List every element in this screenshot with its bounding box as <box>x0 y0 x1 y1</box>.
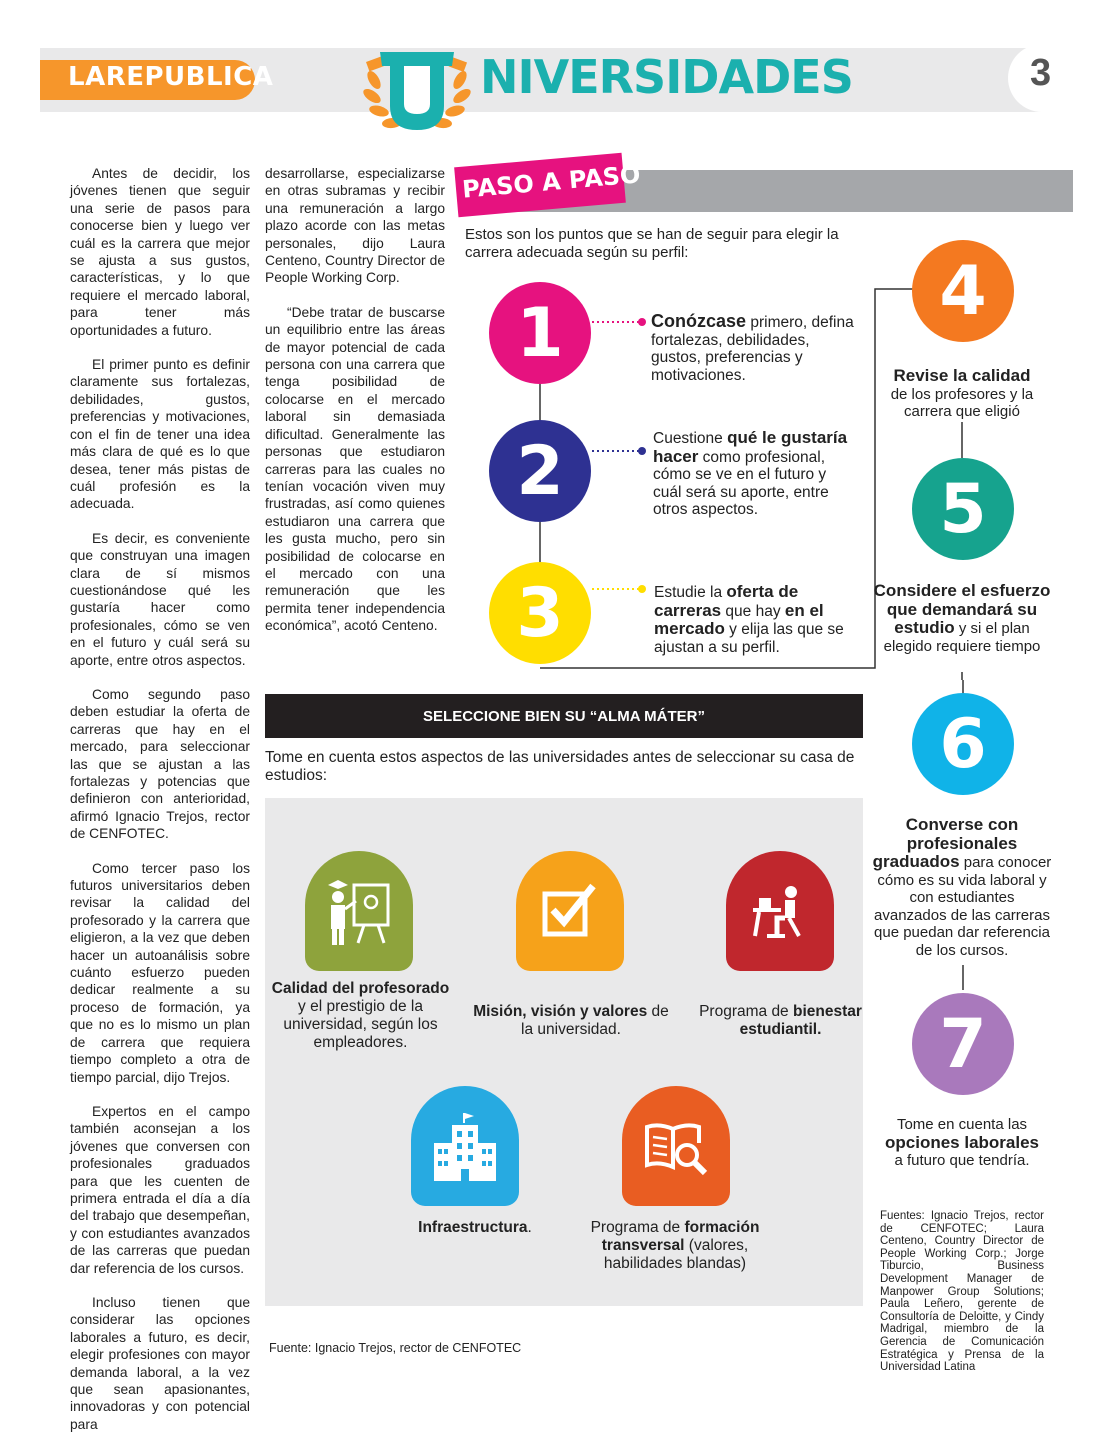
step-3-text: Estudie la oferta de carreras que hay en el mercado y elija las que se ajustan a su perfil. <box>654 582 844 656</box>
step-5-circle: 5 <box>912 458 1014 560</box>
step-6-text: Converse con profesionales graduados para conocer cómo es su vida laboral y con estudiantes avanzados de las carreras que puedan dar referencia de los cursos. <box>872 815 1052 959</box>
alma-item-5-label: Programa de formación transversal (valores, habilidades blandas) <box>590 1219 760 1272</box>
laurel-u-emblem <box>352 40 482 140</box>
paso-title: PASO A PASO <box>461 160 642 204</box>
paragraph: Expertos en el campo también aconsejan a los jóvenes que conversen con profesionales graduados para que les cuenten de primera entrada el día a día del trabajo que desempeñan, y con estudiantes avanzados de las carreras que puedan dar referencia de los cursos. <box>70 1103 250 1276</box>
step-5-text: Considere el esfuerzo que demandará su estudio y si el plan elegido requiere tiempo <box>873 581 1051 655</box>
book-search-icon <box>622 1086 730 1206</box>
alma-item-2-label: Misión, visión y valores de la universidad. <box>473 1003 669 1038</box>
paragraph: Como tercer paso los futuros universitarios deben revisar la calidad del profesorado y la carrera que eligieron, a la vez que deben hacer un autoanálisis sobre cuánto esfuerzo pueden dedicar realmente a su proceso de formación, ya que no es lo mismo un plan de carrera que requiera tiempo completo a otra de tiempo parcial, dijo Trejos. <box>70 860 250 1085</box>
paragraph: Antes de decidir, los jóvenes tienen que seguir una serie de pasos para conocerse bien y luego ver cuál es la carrera que mejor se ajusta a sus gustos, características, y lo que requiere el mercado laboral, para tener más oportunidades a futuro. <box>70 166 250 338</box>
step-7-circle: 7 <box>912 993 1014 1095</box>
sources-note: Fuentes: Ignacio Trejos, rector de CENFOTEC; Laura Centeno, Country Director de People Working Corp.; Jorge Tiburcio, Business Development Manager de Manpower Group Solutions; Paula Leñero, gerente de Consultoría de Deloitte, y Cindy Madrigal, miembro de la Gerencia de Comunicación Estratégica y Prensa de la Universidad Latina <box>880 1210 1044 1374</box>
section-title: NIVERSIDADES <box>480 50 853 104</box>
page-number-tab <box>1008 44 1115 112</box>
step-2-circle: 2 <box>489 420 591 522</box>
step-7-text: Tome en cuenta las opciones laborales a futuro que tendría. <box>885 1116 1039 1169</box>
page-number: 3 <box>1030 52 1052 94</box>
step-4-circle: 4 <box>912 240 1014 342</box>
step-6-circle: 6 <box>912 693 1014 795</box>
student-desk-icon <box>726 851 834 971</box>
building-icon <box>411 1086 519 1206</box>
alma-item-3-label: Programa de bienestar estudiantil. <box>699 1003 862 1038</box>
alma-mater-header: SELECCIONE BIEN SU “ALMA MÁTER” <box>265 694 863 738</box>
paso-intro: Estos son los puntos que se han de seguir para elegir la carrera adecuada según su perfil: <box>465 226 839 261</box>
teacher-icon <box>305 851 413 971</box>
paragraph: El primer punto es definir claramente sus fortalezas, debilidades, gustos, preferencias y motivaciones, con el fin de tener una idea más clara de qué es lo que desea, tener más pistas de cuál profesión es la adecuada. <box>70 357 250 512</box>
paragraph: Como segundo paso deben estudiar la oferta de carreras que hay en el mercado, para seleccionar las que se ajustan a las fortalezas y potencias que definieron con anterioridad, afirmó Ignacio Trejos, rector de CENFOTEC. <box>70 686 250 842</box>
paragraph: Incluso tienen que considerar las opciones laborales a futuro, es decir, elegir profesiones con mayor demanda laboral, a la vez que sean apasionantes, innovadoras y con potencial para <box>70 1294 250 1432</box>
step-1-circle: 1 <box>489 282 591 384</box>
alma-item-4-label: Infraestructura. <box>418 1219 532 1236</box>
step-2-text: Cuestione qué le gustaría hacer como profesional, cómo se ve en el futuro y cuál será su aporte, entre otros aspectos. <box>653 428 848 518</box>
paragraph: desarrollarse, especializarse en otras subramas y recibir una remuneración a largo plazo acorde con las metas personales, dijo Laura Centeno, Country Director de People Working Corp. <box>265 166 445 286</box>
article-column-2 <box>265 165 445 652</box>
step-3-circle: 3 <box>489 562 591 664</box>
article-column-1 <box>70 165 250 1443</box>
alma-mater-intro: Tome en cuenta estos aspectos de las universidades antes de seleccionar su casa de estudios: <box>265 749 855 784</box>
paragraph: “Debe tratar de buscarse un equilibrio entre las áreas de mayor potencial de cada persona con una carrera que tenga posibilidad de colocarse en el mercado laboral sin demasiada dificultad. Generalmente las personas que estudiaron carreras para las cuales no tenían vocación viven muy frustradas, así como quienes estudiaron una carrera que les gusta mucho, pero sin posibilidad de colocarse en el mercado con una remuneración que les permita tener independencia económica”, acotó Centeno. <box>265 304 445 634</box>
alma-item-1-label: Calidad del profesorado y el prestigio de la universidad, según los empleadores. <box>271 980 450 1051</box>
publication-logo: LAREPUBLICA <box>68 62 274 92</box>
step-1-text: Conózcase primero, defina fortalezas, debilidades, gustos, preferencias y motivaciones. <box>651 311 854 384</box>
paragraph: Es decir, es conveniente que construyan una imagen clara de sí mismos cuestionándose qué les gustaría hacer como profesionales, cómo se ven en el futuro y cuál será su aporte, entre otros aspectos. <box>70 530 250 668</box>
step-4-text: Revise la calidad de los profesores y la carrera que eligió <box>890 366 1034 420</box>
checkbox-icon <box>516 851 624 971</box>
alma-source: Fuente: Ignacio Trejos, rector de CENFOTEC <box>269 1341 522 1355</box>
